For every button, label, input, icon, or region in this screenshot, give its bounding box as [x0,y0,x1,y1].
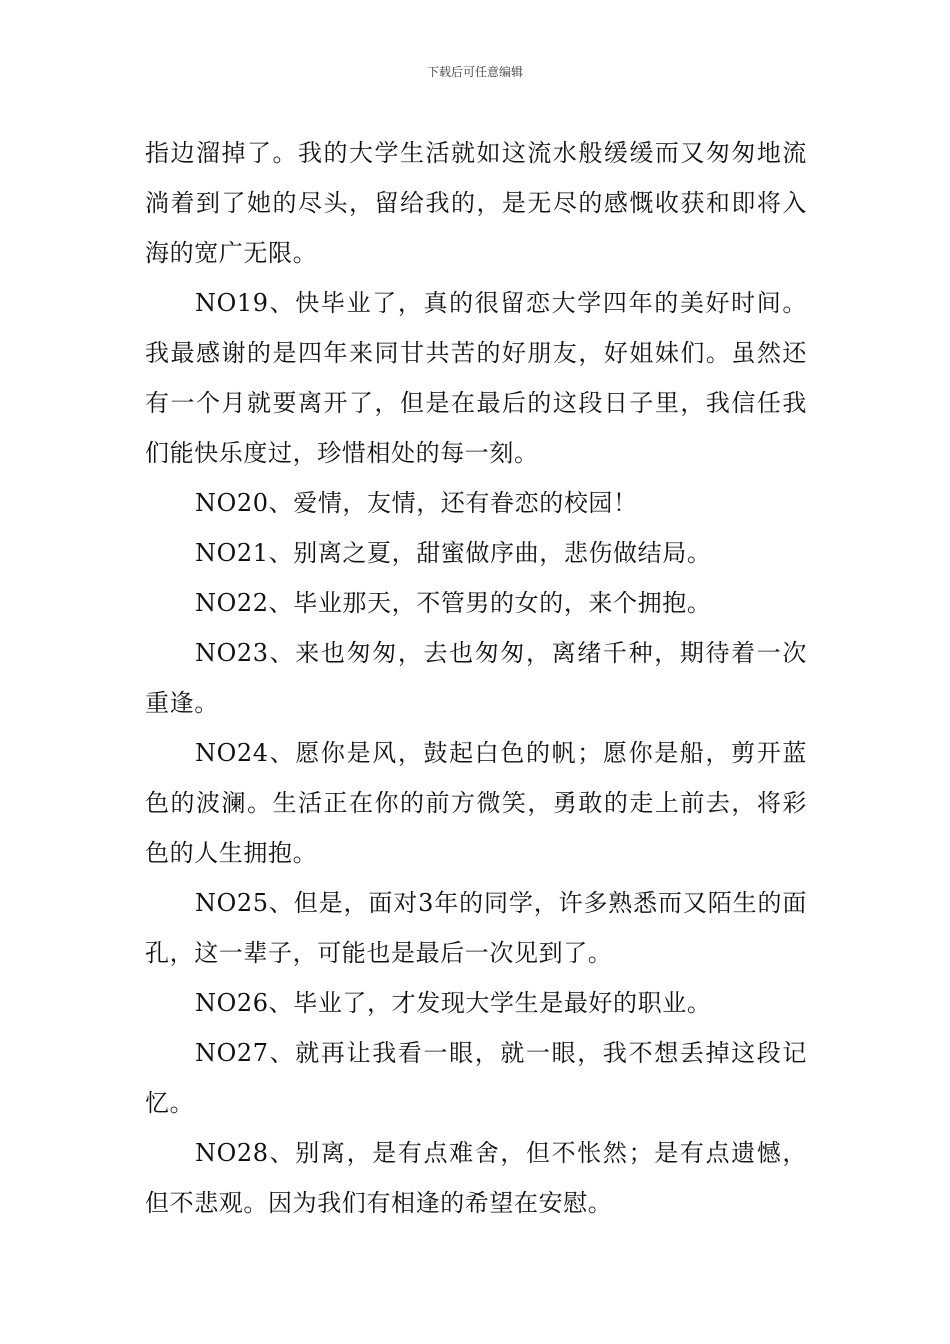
paragraph-no22: NO22、毕业那天，不管男的女的，来个拥抱。 [195,589,712,617]
paragraph-no23: NO23、来也匆匆，去也匆匆，离绪千种，期待着一次重逢。 [145,639,807,717]
paragraph-no20: NO20、爱情，友情，还有眷恋的校园！ [195,489,638,517]
paragraph-continuation: 指边溜掉了。我的大学生活就如这流水般缓缓而又匆匆地流淌着到了她的尽头，留给我的，是无尽的感慨收获和即将入海的宽广无限。 [145,139,807,267]
document-body [145,128,807,1228]
paragraph-no27: NO27、就再让我看一眼，就一眼，我不想丢掉这段记忆。 [145,1039,807,1117]
paragraph-no24: NO24、愿你是风，鼓起白色的帆；愿你是船，剪开蓝色的波澜。生活正在你的前方微笑，勇敢的走上前去，将彩色的人生拥抱。 [145,739,807,867]
page-header: 下载后可任意编辑 [426,65,523,79]
paragraph-no21: NO21、别离之夏，甜蜜做序曲，悲伤做结局。 [195,539,712,567]
paragraph-no25: NO25、但是，面对3年的同学，许多熟悉而又陌生的面孔，这一辈子，可能也是最后一次见到了。 [145,889,807,967]
paragraph-no28: NO28、别离，是有点难舍，但不怅然；是有点遗憾，但不悲观。因为我们有相逢的希望在安慰。 [145,1139,807,1217]
paragraph-no26: NO26、毕业了，才发现大学生是最好的职业。 [195,989,712,1017]
paragraph-no19: NO19、快毕业了，真的很留恋大学四年的美好时间。我最感谢的是四年来同甘共苦的好朋友，好姐妹们。虽然还有一个月就要离开了，但是在最后的这段日子里，我信任我们能快乐度过，珍惜相处的每一刻。 [145,289,807,467]
